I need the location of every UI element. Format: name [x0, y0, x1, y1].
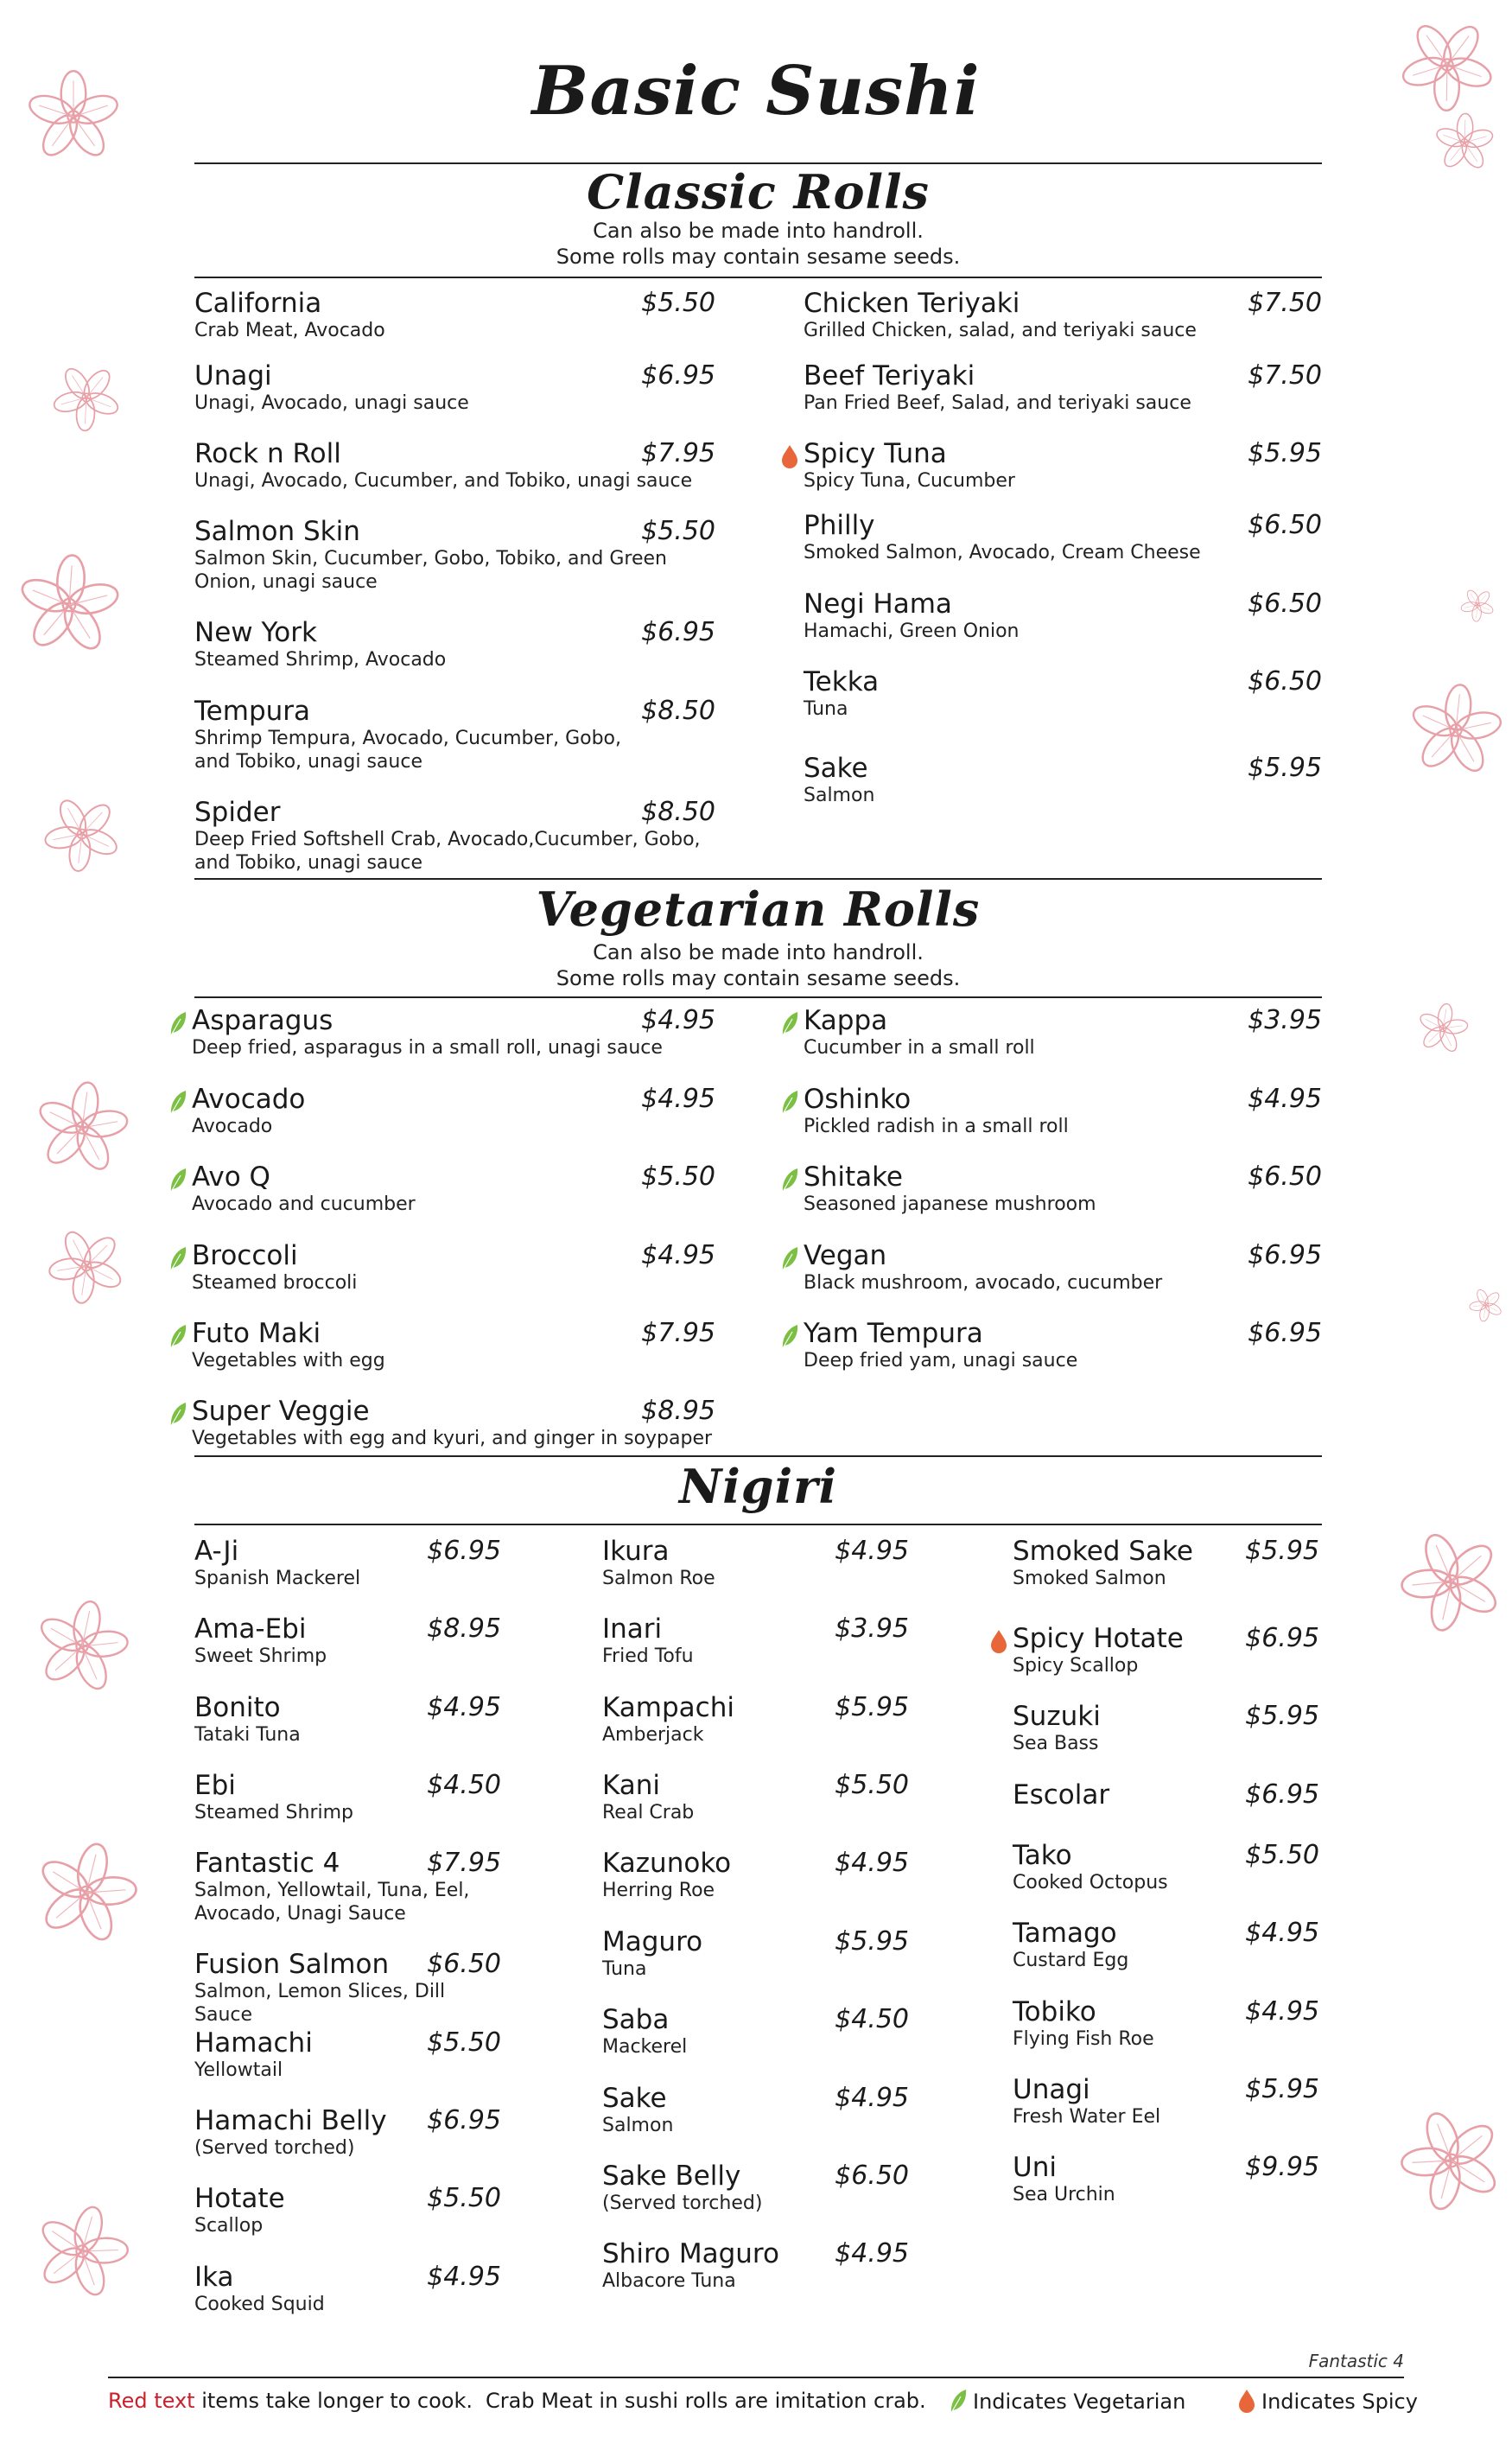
orchid-flower-icon — [16, 2185, 149, 2318]
menu-item-description: Grilled Chicken, salad, and teriyaki sauce — [804, 320, 1197, 341]
menu-item-description: Sea Urchin — [1013, 2184, 1115, 2205]
menu-item-name: A-Ji — [194, 1536, 239, 1567]
divider — [194, 1455, 1322, 1457]
flame-drop-icon — [989, 1628, 1008, 1658]
menu-item-price: $6.95 — [1245, 1623, 1319, 1653]
menu-item-description: Fried Tofu — [602, 1645, 694, 1667]
menu-item-name: Ama-Ebi — [194, 1613, 307, 1645]
menu-item-description: Pan Fried Beef, Salad, and teriyaki sauce — [804, 392, 1191, 414]
menu-item-price: $6.50 — [1248, 589, 1322, 619]
menu-item-description: Deep fried, asparagus in a small roll, unagi sauce — [192, 1037, 663, 1059]
menu-item — [194, 1770, 501, 1824]
orchid-flower-icon — [19, 1825, 154, 1960]
veg-legend-label: Indicates Vegetarian — [973, 2390, 1186, 2414]
menu-item-description: Black mushroom, avocado, cucumber — [804, 1272, 1163, 1294]
menu-item-description: Albacore Tuna — [602, 2270, 736, 2292]
menu-item-price: $4.95 — [427, 1692, 501, 1722]
orchid-flower-icon — [1388, 663, 1512, 797]
menu-item-price: $9.95 — [1245, 2152, 1319, 2182]
menu-item-name: Sake — [602, 2083, 667, 2114]
menu-item-price: $4.95 — [835, 2238, 909, 2269]
menu-item-price: $3.95 — [1248, 1005, 1322, 1035]
menu-item-price: $4.95 — [835, 1848, 909, 1878]
menu-item-name: Unagi — [194, 360, 272, 391]
section-title-vegetarian-rolls: Vegetarian Rolls — [536, 881, 981, 937]
menu-item — [804, 360, 1322, 415]
menu-item-name: Asparagus — [192, 1005, 334, 1036]
menu-item-description: Vegetables with egg — [192, 1350, 385, 1372]
menu-item-name: Philly — [804, 510, 875, 541]
menu-item — [1013, 1840, 1319, 1894]
menu-item-name: Ika — [194, 2262, 234, 2293]
spicy-legend-label: Indicates Spicy — [1261, 2390, 1418, 2414]
menu-item — [194, 1848, 501, 1925]
menu-item-name: Unagi — [1013, 2074, 1090, 2105]
menu-item-price: $8.95 — [427, 1613, 501, 1644]
leaf-icon — [168, 1401, 187, 1430]
orchid-flower-icon — [36, 788, 128, 880]
menu-item-description: Salmon — [804, 785, 875, 806]
menu-item-price: $4.95 — [1245, 1918, 1319, 1948]
menu-item-price: $6.95 — [1248, 1240, 1322, 1270]
divider — [108, 2377, 1404, 2378]
menu-item-description: Sweet Shrimp — [194, 1645, 327, 1667]
menu-item — [194, 288, 715, 342]
footer-red-text-note — [108, 2388, 473, 2414]
menu-item-description: Spanish Mackerel — [194, 1568, 361, 1589]
menu-item-name: Tobiko — [1013, 1996, 1096, 2027]
flame-drop-icon — [1237, 2388, 1256, 2414]
menu-item-name: Super Veggie — [192, 1396, 370, 1427]
menu-item — [192, 1318, 715, 1372]
menu-item — [194, 617, 715, 671]
menu-item-description: Tataki Tuna — [194, 1724, 301, 1746]
divider — [194, 277, 1322, 278]
menu-item-price: $4.95 — [1248, 1084, 1322, 1114]
menu-item-price: $6.95 — [1248, 1318, 1322, 1348]
menu-item-description: Tuna — [804, 698, 848, 720]
menu-item-description: Seasoned japanese mushroom — [804, 1193, 1096, 1215]
menu-item — [192, 1005, 715, 1060]
menu-item — [194, 438, 715, 493]
orchid-flower-icon — [0, 533, 141, 676]
menu-item — [1013, 1623, 1319, 1677]
menu-item — [602, 1926, 909, 1981]
menu-item — [1013, 1536, 1319, 1590]
menu-item-price: $5.50 — [641, 288, 715, 318]
menu-item-description: Onion, unagi sauce — [194, 571, 378, 593]
menu-item-price: $7.50 — [1248, 288, 1322, 318]
menu-item-price: $7.95 — [641, 438, 715, 468]
leaf-icon — [949, 2388, 968, 2414]
menu-item-description: Salmon Skin, Cucumber, Gobo, Tobiko, and Green — [194, 548, 668, 570]
menu-item-description: Cooked Squid — [194, 2294, 325, 2315]
menu-item-price: $7.95 — [641, 1318, 715, 1348]
menu-item-description: Cooked Octopus — [1013, 1872, 1168, 1893]
menu-item — [602, 1536, 909, 1590]
menu-item — [194, 2183, 501, 2237]
menu-item-description: Smoked Salmon, Avocado, Cream Cheese — [804, 542, 1201, 563]
menu-item — [1013, 1701, 1319, 1755]
menu-item-price: $8.95 — [641, 1396, 715, 1426]
menu-item-description: Salmon, Yellowtail, Tuna, Eel, — [194, 1880, 470, 1901]
menu-item-description: Herring Roe — [602, 1880, 715, 1901]
menu-item-price: $6.50 — [1248, 666, 1322, 697]
menu-item-price: $6.50 — [427, 1949, 501, 1979]
menu-item-name: California — [194, 288, 322, 319]
menu-item-name: Inari — [602, 1613, 663, 1645]
menu-item-name: Avo Q — [192, 1161, 270, 1193]
section-title-classic-rolls: Classic Rolls — [587, 164, 930, 220]
menu-item-price: $4.95 — [1245, 1996, 1319, 2027]
menu-item-description: Steamed broccoli — [192, 1272, 358, 1294]
menu-item-price: $4.50 — [835, 2004, 909, 2034]
menu-item — [804, 1084, 1322, 1138]
menu-item-name: Ikura — [602, 1536, 670, 1567]
menu-item-description: Smoked Salmon — [1013, 1568, 1166, 1589]
menu-item-name: Sake Belly — [602, 2161, 741, 2192]
menu-item — [602, 1848, 909, 1902]
menu-item-price: $6.95 — [427, 2105, 501, 2135]
menu-item-price: $7.50 — [1248, 360, 1322, 391]
menu-item — [192, 1240, 715, 1295]
section-subtitle: Some rolls may contain sesame seeds. — [556, 966, 961, 990]
menu-item-name: Uni — [1013, 2152, 1057, 2183]
menu-item-description: (Served torched) — [194, 2137, 355, 2159]
menu-item — [602, 2161, 909, 2215]
menu-item-description: Mackerel — [602, 2036, 688, 2058]
menu-item-name: Escolar — [1013, 1779, 1110, 1811]
menu-item-name: Chicken Teriyaki — [804, 288, 1020, 319]
menu-item — [804, 589, 1322, 643]
menu-item — [194, 2262, 501, 2316]
leaf-icon — [168, 1089, 187, 1118]
menu-item — [804, 288, 1322, 342]
menu-item — [194, 1949, 501, 2027]
section-subtitle: Can also be made into handroll. — [593, 940, 924, 964]
menu-item-name: Ebi — [194, 1770, 236, 1801]
menu-item-description: Cucumber in a small roll — [804, 1037, 1035, 1059]
leaf-icon — [168, 1323, 187, 1352]
menu-item-description: Salmon Roe — [602, 1568, 715, 1589]
divider — [194, 878, 1322, 880]
menu-item-price: $6.50 — [1248, 510, 1322, 540]
menu-item-price: $7.95 — [427, 1848, 501, 1878]
footer-veg-legend — [949, 2388, 1185, 2415]
flame-drop-icon — [780, 443, 799, 473]
orchid-flower-icon — [18, 1064, 145, 1191]
red-text-label: Red text — [108, 2389, 195, 2413]
menu-item-name: Smoked Sake — [1013, 1536, 1193, 1567]
menu-item-description: Salmon, Lemon Slices, Dill Sauce — [194, 1981, 446, 2026]
orchid-flower-icon — [1462, 1281, 1511, 1330]
menu-item-name: Bonito — [194, 1692, 281, 1723]
menu-item-name: Beef Teriyaki — [804, 360, 975, 391]
menu-item-price: $5.95 — [1248, 753, 1322, 783]
menu-item — [1013, 2074, 1319, 2129]
menu-item-description: Steamed Shrimp — [194, 1802, 353, 1823]
menu-item-name: Tempura — [194, 696, 311, 727]
menu-item-description: Custard Egg — [1013, 1950, 1129, 1971]
menu-item-name: Rock n Roll — [194, 438, 341, 469]
menu-item-price: $5.95 — [835, 1692, 909, 1722]
leaf-icon — [780, 1167, 799, 1196]
orchid-flower-icon — [1458, 586, 1496, 623]
menu-item-price: $6.95 — [427, 1536, 501, 1566]
menu-item-price: $4.50 — [427, 1770, 501, 1800]
menu-item-price: $8.50 — [641, 696, 715, 726]
menu-item — [804, 1161, 1322, 1216]
menu-item-name: Negi Hama — [804, 589, 952, 620]
menu-item-description: Amberjack — [602, 1724, 704, 1746]
menu-item-description: (Served torched) — [602, 2193, 763, 2214]
menu-item-name: Avocado — [192, 1084, 306, 1115]
menu-item — [602, 1770, 909, 1824]
menu-item — [1013, 1918, 1319, 1972]
menu-item — [804, 753, 1322, 807]
menu-item — [602, 1692, 909, 1747]
section-subtitle: Can also be made into handroll. — [593, 219, 924, 243]
menu-item-name: Tamago — [1013, 1918, 1117, 1949]
menu-item — [192, 1396, 715, 1450]
menu-item-description: Fresh Water Eel — [1013, 2106, 1161, 2128]
menu-item-name: Kampachi — [602, 1692, 734, 1723]
menu-item — [192, 1161, 715, 1216]
menu-item-name: Futo Maki — [192, 1318, 321, 1349]
menu-item-name: Kappa — [804, 1005, 888, 1036]
menu-item — [602, 2083, 909, 2137]
menu-item-name: Spider — [194, 797, 281, 828]
page-footer-note: Fantastic 4 — [1308, 2351, 1404, 2371]
menu-item — [194, 797, 715, 875]
orchid-flower-icon — [41, 353, 130, 442]
menu-item-price: $5.50 — [427, 2183, 501, 2213]
menu-item-description: Avocado — [192, 1116, 273, 1137]
menu-item-description: Unagi, Avocado, Cucumber, and Tobiko, unagi sauce — [194, 470, 693, 492]
divider — [194, 1524, 1322, 1525]
menu-item — [194, 1613, 501, 1668]
menu-item-price: $5.50 — [641, 516, 715, 546]
menu-item-name: Sake — [804, 753, 868, 784]
menu-item-name: Hamachi — [194, 2027, 313, 2059]
menu-item-name: Suzuki — [1013, 1701, 1101, 1732]
menu-item — [194, 1536, 501, 1590]
menu-item-price: $6.50 — [1248, 1161, 1322, 1192]
menu-item-description: Sea Bass — [1013, 1733, 1099, 1754]
page-title: Basic Sushi — [531, 52, 981, 130]
menu-item-description: Avocado and cucumber — [192, 1193, 416, 1215]
menu-item-description: Yellowtail — [194, 2059, 283, 2081]
orchid-flower-icon — [34, 1213, 138, 1318]
menu-item — [804, 438, 1322, 493]
menu-item-price: $5.50 — [427, 2027, 501, 2058]
menu-item-description: Unagi, Avocado, unagi sauce — [194, 392, 469, 414]
orchid-flower-icon — [1381, 1511, 1512, 1653]
menu-item — [1013, 2152, 1319, 2206]
menu-item-name: New York — [194, 617, 317, 648]
menu-item-price: $4.95 — [427, 2262, 501, 2292]
menu-item-price: $6.95 — [641, 360, 715, 391]
menu-item — [1013, 1996, 1319, 2051]
menu-item — [804, 510, 1322, 564]
menu-item-price: $5.95 — [835, 1926, 909, 1957]
section-title-nigiri: Nigiri — [678, 1459, 838, 1514]
leaf-icon — [168, 1167, 187, 1196]
menu-item — [194, 516, 715, 594]
menu-item — [194, 360, 715, 415]
menu-item-price: $4.95 — [835, 1536, 909, 1566]
menu-item — [192, 1084, 715, 1138]
menu-item-name: Hamachi Belly — [194, 2105, 387, 2136]
menu-item-price: $6.95 — [641, 617, 715, 647]
menu-item-name: Fantastic 4 — [194, 1848, 340, 1879]
menu-item-price: $5.95 — [1245, 2074, 1319, 2104]
menu-item-name: Fusion Salmon — [194, 1949, 390, 1980]
menu-item — [804, 666, 1322, 721]
menu-item — [602, 2004, 909, 2059]
menu-item-name: Hotate — [194, 2183, 285, 2214]
menu-item-description: Deep fried yam, unagi sauce — [804, 1350, 1078, 1372]
menu-item-name: Vegan — [804, 1240, 887, 1271]
menu-item-name: Saba — [602, 2004, 670, 2035]
menu-item-name: Tako — [1013, 1840, 1072, 1871]
menu-item-price: $5.50 — [1245, 1840, 1319, 1870]
menu-item-description: Spicy Scallop — [1013, 1655, 1139, 1677]
menu-item-description: Avocado, Unagi Sauce — [194, 1903, 406, 1925]
menu-item-name: Maguro — [602, 1926, 703, 1957]
menu-item-description: Flying Fish Roe — [1013, 2028, 1154, 2050]
menu-item-price: $5.95 — [1245, 1536, 1319, 1566]
menu-item — [602, 1613, 909, 1668]
leaf-icon — [780, 1010, 799, 1040]
menu-item-price: $8.50 — [641, 797, 715, 827]
menu-item-name: Yam Tempura — [804, 1318, 983, 1349]
menu-item-description: Spicy Tuna, Cucumber — [804, 470, 1015, 492]
menu-item-description: and Tobiko, unagi sauce — [194, 751, 422, 773]
menu-item-description: Scallop — [194, 2215, 264, 2237]
menu-item — [804, 1005, 1322, 1060]
menu-item-name: Spicy Hotate — [1013, 1623, 1184, 1654]
menu-item-price: $4.95 — [641, 1005, 715, 1035]
menu-item — [194, 696, 715, 773]
menu-item-name: Shiro Maguro — [602, 2238, 779, 2269]
footer-spicy-legend — [1237, 2388, 1418, 2415]
menu-item-price: $5.50 — [835, 1770, 909, 1800]
menu-item-description: and Tobiko, unagi sauce — [194, 852, 422, 874]
leaf-icon — [168, 1010, 187, 1040]
menu-item-price: $4.95 — [641, 1084, 715, 1114]
leaf-icon — [168, 1245, 187, 1275]
menu-item-name: Shitake — [804, 1161, 904, 1193]
menu-item — [602, 2238, 909, 2293]
orchid-flower-icon — [30, 1594, 135, 1699]
footer-crab-note: Crab Meat in sushi rolls are imitation crab. — [486, 2389, 926, 2413]
menu-item-price: $6.95 — [1245, 1779, 1319, 1810]
divider — [194, 996, 1322, 998]
menu-item-description: Steamed Shrimp, Avocado — [194, 649, 447, 671]
menu-item-description: Salmon — [602, 2115, 674, 2136]
menu-item — [194, 1692, 501, 1747]
menu-item-description: Crab Meat, Avocado — [194, 320, 385, 341]
menu-item-description: Real Crab — [602, 1802, 695, 1823]
menu-item-name: Spicy Tuna — [804, 438, 947, 469]
menu-item — [194, 2027, 501, 2082]
menu-item-name: Kani — [602, 1770, 661, 1801]
menu-item — [804, 1240, 1322, 1295]
menu-item-description: Pickled radish in a small roll — [804, 1116, 1069, 1137]
menu-item-name: Tekka — [804, 666, 880, 697]
menu-item-price: $3.95 — [835, 1613, 909, 1644]
menu-item-name: Broccoli — [192, 1240, 298, 1271]
menu-item — [804, 1318, 1322, 1372]
menu-item-name: Oshinko — [804, 1084, 912, 1115]
menu-item-description: Tuna — [602, 1958, 647, 1980]
section-subtitle: Some rolls may contain sesame seeds. — [556, 245, 961, 269]
menu-item-price: $5.50 — [641, 1161, 715, 1192]
menu-item-description: Vegetables with egg and kyuri, and ginger in soypaper — [192, 1428, 713, 1449]
red-text-rest: items take longer to cook. — [194, 2389, 473, 2413]
menu-item-description: Deep Fried Softshell Crab, Avocado,Cucumber, Gobo, — [194, 829, 701, 850]
orchid-flower-icon — [1388, 2097, 1512, 2224]
menu-item-price: $6.50 — [835, 2161, 909, 2191]
menu-item-price: $4.95 — [641, 1240, 715, 1270]
menu-item-description: Hamachi, Green Onion — [804, 621, 1020, 642]
menu-item-name: Salmon Skin — [194, 516, 360, 547]
leaf-icon — [780, 1245, 799, 1275]
menu-item-price: $4.95 — [835, 2083, 909, 2113]
menu-item — [1013, 1779, 1319, 1811]
menu-item-name: Kazunoko — [602, 1848, 732, 1879]
menu-item-price: $5.95 — [1248, 438, 1322, 468]
orchid-flower-icon — [1413, 998, 1473, 1059]
menu-item-price: $5.95 — [1245, 1701, 1319, 1731]
leaf-icon — [780, 1089, 799, 1118]
leaf-icon — [780, 1323, 799, 1352]
menu-item-description: Shrimp Tempura, Avocado, Cucumber, Gobo, — [194, 728, 622, 749]
menu-item — [194, 2105, 501, 2160]
